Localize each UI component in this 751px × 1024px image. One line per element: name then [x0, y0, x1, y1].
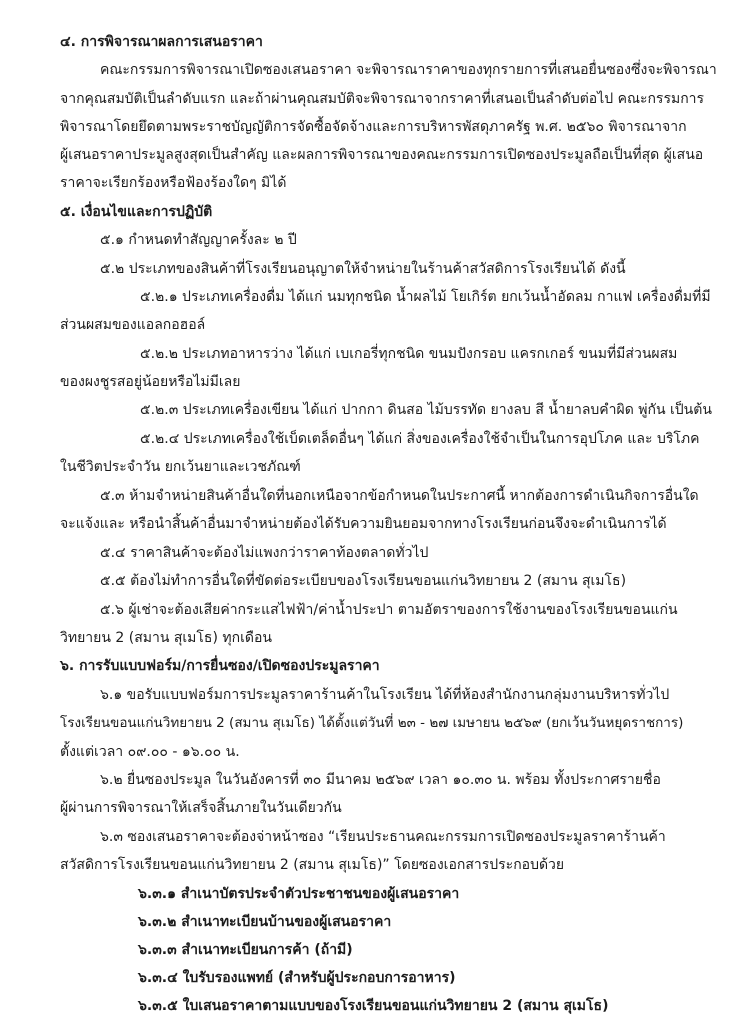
document-list-item: ๖.๓.๕ ใบเสนอราคาตามแบบของโรงเรียนขอนแก่นวิทยายน 2 (สมาน สุเมโธ) — [138, 998, 609, 1014]
clause-line: วิทยายน 2 (สมาน สุเมโธ) ทุกเดือน — [60, 630, 272, 646]
clause-line: จะแจ้งและ หรือนำสิ้นค้าอื่นมาจำหน่ายต้องได้รับความยินยอมจากทางโรงเรียนก่อนจึงจะดำเนินการได้ — [60, 516, 667, 532]
clause-line: ตั้งแต่เวลา ๐๙.๐๐ - ๑๖.๐๐ น. — [60, 744, 240, 760]
document-list-item: ๖.๓.๔ ใบรับรองแพทย์ (สำหรับผู้ประกอบการอาหาร) — [138, 970, 456, 986]
clause-line: ๕.๒ ประเภทของสินค้าที่โรงเรียนอนุญาตให้จำหน่ายในร้านค้าสวัสดิการโรงเรียนได้ ดังนี้ — [100, 261, 626, 277]
subclause-line: ของผงชูรสอยู่น้อยหรือไม่มีเลย — [60, 374, 241, 390]
clause-line: ๕.๑ กำหนดทำสัญญาครั้งละ ๒ ปี — [100, 232, 297, 248]
clause-line: ๕.๖ ผู้เช่าจะต้องเสียค่ากระแสไฟฟ้า/ค่าน้ำประปา ตามอัตราของการใช้งานของโรงเรียนขอนแก่น — [100, 602, 678, 618]
clause-line: ๖.๑ ขอรับแบบฟอร์มการประมูลราคาร้านค้าในโรงเรียน ได้ที่ห้องสำนักงานกลุ่มงานบริหารทั่วไป — [100, 687, 670, 703]
clause-line: ๕.๓ ห้ามจำหน่ายสินค้าอื่นใดที่นอกเหนือจากข้อกำหนดในประกาศนี้ หากต้องการดำเนินกิจการอื่นใด — [100, 488, 699, 504]
subclause-line: ๕.๒.๔ ประเภทเครื่องใช้เบ็ดเตล็ดอื่นๆ ได้แก่ สิ่งของเครื่องใช้จำเป็นในการอุปโภค และ บริโภค — [140, 431, 700, 447]
paragraph-line: จากคุณสมบัติเป็นลำดับแรก และถ้าผ่านคุณสมบัติจะพิจารณาจากราคาที่เสนอเป็นลำดับต่อไป คณะกรรมการ — [60, 91, 705, 107]
document-list-item: ๖.๓.๑ สำเนาบัตรประจำตัวประชาชนของผู้เสนอราคา — [138, 886, 460, 902]
clause-line: สวัสดิการโรงเรียนขอนแก่นวิทยายน 2 (สมาน สุเมโธ)” โดยซองเอกสารประกอบด้วย — [60, 857, 565, 873]
clause-line: ผู้ผ่านการพิจารณาให้เสร็จสิ้นภายในวันเดียวกัน — [60, 800, 342, 816]
subclause-line: ๕.๒.๓ ประเภทเครื่องเขียน ได้แก่ ปากกา ดินสอ ไม้บรรทัด ยางลบ สี น้ำยาลบคำผิด พู่กัน เป็นต้น — [140, 402, 712, 418]
clause-line: ๖.๒ ยื่นซองประมูล ในวันอังคารที่ ๓๐ มีนาคม ๒๕๖๙ เวลา ๑๐.๓๐ น. พร้อม ทั้งประกาศรายชื่อ — [100, 772, 661, 788]
document-list-item: ๖.๓.๒ สำเนาทะเบียนบ้านของผู้เสนอราคา — [138, 914, 392, 930]
document-list-item: ๖.๓.๓ สำเนาทะเบียนการค้า (ถ้ามี) — [138, 942, 353, 958]
paragraph-line: ผู้เสนอราคาประมูลสูงสุดเป็นสำคัญ และผลการพิจารณาของคณะกรรมการเปิดซองประมูลถือเป็นที่สุด ผู้เสนอ — [60, 147, 704, 163]
subclause-line: ๕.๒.๒ ประเภทอาหารว่าง ได้แก่ เบเกอรี่ทุกชนิด ขนมปังกรอบ แครกเกอร์ ขนมที่มีส่วนผสม — [140, 346, 678, 362]
paragraph-line: คณะกรรมการพิจารณาเปิดซองเสนอราคา จะพิจารณาราคาของทุกรายการที่เสนอยื่นซองซึ่งจะพิจารณา — [100, 62, 717, 78]
clause-line: ๖.๓ ซองเสนอราคาจะต้องจ่าหน้าซอง “เรียนประธานคณะกรรมการเปิดซองประมูลราคาร้านค้า — [100, 829, 666, 845]
paragraph-line: ราคาจะเรียกร้องหรือฟ้องร้องใดๆ มิได้ — [60, 175, 287, 191]
clause-line: โรงเรียนขอนแก่นวิทยายน 2 (สมาน สุเมโธ) ได้ตั้งแต่วันที่ ๒๓ - ๒๗ เมษายน ๒๕๖๙ (ยกเว้นวันหยุดราชการ) — [60, 715, 684, 731]
clause-line: ๕.๔ ราคาสินค้าจะต้องไม่แพงกว่าราคาท้องตลาดทั่วไป — [100, 545, 429, 561]
section-6-heading: ๖. การรับแบบฟอร์ม/การยื่นซอง/เปิดซองประมูลราคา — [60, 658, 380, 674]
clause-line: ๕.๕ ต้องไม่ทำการอื่นใดที่ขัดต่อระเบียบของโรงเรียนขอนแก่นวิทยายน 2 (สมาน สุเมโธ) — [100, 573, 627, 589]
subclause-line: ในชีวิตประจำวัน ยกเว้นยาและเวชภัณฑ์ — [60, 459, 301, 475]
section-5-heading: ๕. เงื่อนไขและการปฏิบัติ — [60, 204, 213, 220]
paragraph-line: พิจารณาโดยยึดตามพระราชบัญญัติการจัดซื้อจัดจ้างและการบริหารพัสดุภาครัฐ พ.ศ. ๒๕๖๐ พิจารณาจาก — [60, 119, 687, 135]
section-4-heading: ๔. การพิจารณาผลการเสนอราคา — [60, 34, 263, 50]
subclause-line: ส่วนผสมของแอลกอฮอล์ — [60, 317, 206, 333]
subclause-line: ๕.๒.๑ ประเภทเครื่องดื่ม ได้แก่ นมทุกชนิด น้ำผลไม้ โยเกิร์ต ยกเว้นน้ำอัดลม กาแฟ เครื่องดื่มที่มี — [140, 289, 711, 305]
